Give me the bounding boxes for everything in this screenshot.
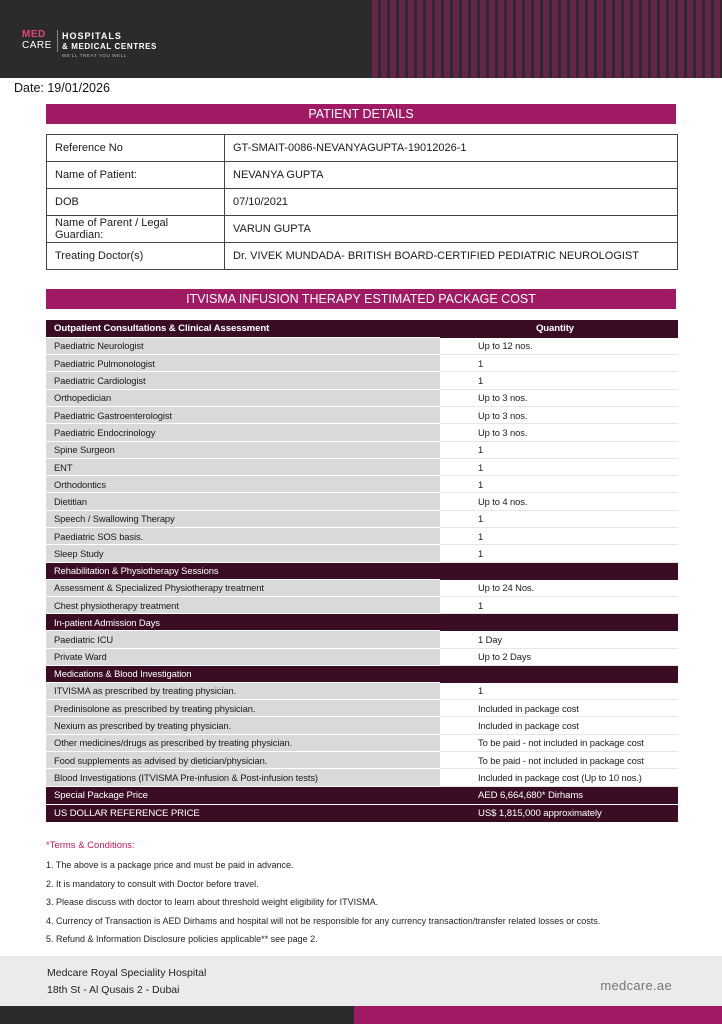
cost-item: ENT: [46, 458, 440, 475]
package-cost-table: [46, 320, 678, 823]
cost-row: [46, 579, 678, 596]
cost-row: [46, 752, 678, 769]
cost-quantity: [440, 614, 678, 631]
patient-detail-row: [47, 135, 678, 162]
cost-item: Assessment & Specialized Physiotherapy treatment: [46, 579, 440, 596]
cost-quantity: 1: [440, 545, 678, 562]
cost-quantity: [440, 562, 678, 579]
cost-quantity: 1: [440, 682, 678, 699]
medcare-logo: [22, 30, 56, 52]
document-date: Date: 19/01/2026: [14, 81, 110, 95]
cost-item: Paediatric Pulmonologist: [46, 355, 440, 372]
special-package-price-row: [46, 786, 678, 804]
cost-table-header: [46, 320, 678, 337]
cost-item: Outpatient Consultations & Clinical Assessment: [46, 320, 440, 337]
terms-item: 5. Refund & Information Disclosure policies applicable** see page 2.: [46, 934, 318, 945]
cost-row: [46, 424, 678, 441]
cost-item: Predinisolone as prescribed by treating physician.: [46, 700, 440, 717]
cost-item: Other medicines/drugs as prescribed by treating physician.: [46, 734, 440, 751]
cost-section-title: ITVISMA INFUSION THERAPY ESTIMATED PACKAGE COST: [46, 289, 676, 309]
detail-label: Reference No: [47, 135, 225, 162]
cost-subheader-rehab: [46, 562, 678, 579]
cost-quantity: Up to 24 Nos.: [440, 579, 678, 596]
cost-quantity: Quantity: [440, 320, 678, 337]
detail-label: Name of Patient:: [47, 162, 225, 189]
cost-row: [46, 476, 678, 493]
detail-value: GT-SMAIT-0086-NEVANYAGUPTA-19012026-1: [225, 135, 678, 162]
cost-quantity: 1: [440, 528, 678, 545]
page-footer: [0, 956, 722, 1006]
cost-quantity: Up to 12 nos.: [440, 337, 678, 354]
cost-item: Medications & Blood Investigation: [46, 665, 440, 682]
cost-row: [46, 337, 678, 354]
cost-quantity: 1 Day: [440, 631, 678, 648]
cost-item: Spine Surgeon: [46, 441, 440, 458]
cost-subheader-meds: [46, 665, 678, 682]
detail-value: VARUN GUPTA: [225, 216, 678, 243]
cost-row: [46, 510, 678, 527]
footer-hospital-name: Medcare Royal Speciality Hospital: [47, 967, 207, 979]
cost-quantity: Up to 3 nos.: [440, 406, 678, 423]
cost-quantity: 1: [440, 596, 678, 613]
cost-item: Paediatric Endocrinology: [46, 424, 440, 441]
terms-and-conditions: [46, 840, 686, 953]
cost-row: [46, 545, 678, 562]
cost-item: Dietitian: [46, 493, 440, 510]
cost-row: [46, 769, 678, 786]
patient-detail-row: [47, 216, 678, 243]
cost-item: Special Package Price: [46, 786, 440, 804]
cost-row: [46, 355, 678, 372]
cost-item: Paediatric ICU: [46, 631, 440, 648]
cost-item: Orthopedician: [46, 389, 440, 406]
detail-label: Name of Parent / Legal Guardian:: [47, 216, 225, 243]
terms-item: 4. Currency of Transaction is AED Dirhams and hospital will not be responsible for any currency transaction/transfer related losses or costs.: [46, 915, 601, 926]
cost-item: ITVISMA as prescribed by treating physician.: [46, 682, 440, 699]
cost-item: Paediatric Neurologist: [46, 337, 440, 354]
cost-row: [46, 441, 678, 458]
cost-quantity: Included in package cost (Up to 10 nos.): [440, 769, 678, 786]
cost-quantity: To be paid - not included in package cost: [440, 752, 678, 769]
cost-row: [46, 458, 678, 475]
cost-item: Paediatric Gastroenterologist: [46, 406, 440, 423]
cost-quantity: 1: [440, 458, 678, 475]
terms-title: *Terms & Conditions:: [46, 840, 135, 851]
terms-item: 2. It is mandatory to consult with Doctor before travel.: [46, 878, 259, 889]
cost-quantity: 1: [440, 510, 678, 527]
logo-med-text: MED: [22, 29, 46, 40]
patient-details-table: [46, 134, 678, 270]
cost-row: [46, 700, 678, 717]
cost-item: In-patient Admission Days: [46, 614, 440, 631]
footer-strip-accent: [354, 1006, 722, 1024]
footer-website[interactable]: medcare.ae: [600, 978, 672, 993]
logo-care-text: CARE: [22, 40, 52, 51]
cost-quantity: 1: [440, 476, 678, 493]
cost-item: Speech / Swallowing Therapy: [46, 510, 440, 527]
page-header: [0, 0, 722, 78]
cost-item: Private Ward: [46, 648, 440, 665]
cost-quantity: Included in package cost: [440, 717, 678, 734]
cost-quantity: Up to 4 nos.: [440, 493, 678, 510]
footer-address: 18th St - Al Qusais 2 - Dubai: [47, 984, 180, 996]
cost-quantity: 1: [440, 355, 678, 372]
terms-item: 3. Please discuss with doctor to learn about threshold weight eligibility for ITVISMA.: [46, 897, 379, 908]
patient-detail-row: [47, 243, 678, 270]
cost-quantity: Up to 2 Days: [440, 648, 678, 665]
cost-row: [46, 372, 678, 389]
cost-quantity: Included in package cost: [440, 700, 678, 717]
detail-label: DOB: [47, 189, 225, 216]
cost-item: Food supplements as advised by dietician/physician.: [46, 752, 440, 769]
cost-item: US DOLLAR REFERENCE PRICE: [46, 804, 440, 822]
patient-detail-row: [47, 162, 678, 189]
detail-value: Dr. VIVEK MUNDADA- BRITISH BOARD-CERTIFIED PEDIATRIC NEUROLOGIST: [225, 243, 678, 270]
cost-row: [46, 493, 678, 510]
patient-details-title: PATIENT DETAILS: [46, 104, 676, 124]
cost-item: Nexium as prescribed by treating physician.: [46, 717, 440, 734]
footer-strip-dark: [0, 1006, 354, 1024]
cost-row: [46, 631, 678, 648]
detail-label: Treating Doctor(s): [47, 243, 225, 270]
cost-row: [46, 734, 678, 751]
cost-row: [46, 682, 678, 699]
cost-row: [46, 406, 678, 423]
cost-row: [46, 389, 678, 406]
brand-line1: HOSPITALS: [62, 31, 122, 41]
cost-item: Chest physiotherapy treatment: [46, 596, 440, 613]
cost-quantity: 1: [440, 441, 678, 458]
cost-quantity: Up to 3 nos.: [440, 424, 678, 441]
detail-value: NEVANYA GUPTA: [225, 162, 678, 189]
cost-item: Paediatric Cardiologist: [46, 372, 440, 389]
cost-quantity: To be paid - not included in package cost: [440, 734, 678, 751]
cost-quantity: [440, 665, 678, 682]
cost-item: Rehabilitation & Physiotherapy Sessions: [46, 562, 440, 579]
cost-quantity: AED 6,664,680* Dirhams: [440, 786, 678, 804]
cost-quantity: US$ 1,815,000 approximately: [440, 804, 678, 822]
cost-row: [46, 528, 678, 545]
brand-tagline: WE'LL TREAT YOU WELL: [62, 53, 127, 58]
usd-reference-price-row: [46, 804, 678, 822]
patient-detail-row: [47, 189, 678, 216]
cost-row: [46, 717, 678, 734]
brand-line2: & MEDICAL CENTRES: [62, 42, 157, 51]
cost-quantity: Up to 3 nos.: [440, 389, 678, 406]
cost-item: Paediatric SOS basis.: [46, 528, 440, 545]
terms-item: 1. The above is a package price and must be paid in advance.: [46, 860, 294, 870]
header-pattern: [372, 0, 722, 78]
cost-item: Blood Investigations (ITVISMA Pre-infusion & Post-infusion tests): [46, 769, 440, 786]
cost-quantity: 1: [440, 372, 678, 389]
cost-row: [46, 596, 678, 613]
cost-row: [46, 648, 678, 665]
logo-divider: [57, 30, 58, 52]
cost-subheader-inpatient: [46, 614, 678, 631]
cost-item: Sleep Study: [46, 545, 440, 562]
cost-item: Orthodontics: [46, 476, 440, 493]
detail-value: 07/10/2021: [225, 189, 678, 216]
